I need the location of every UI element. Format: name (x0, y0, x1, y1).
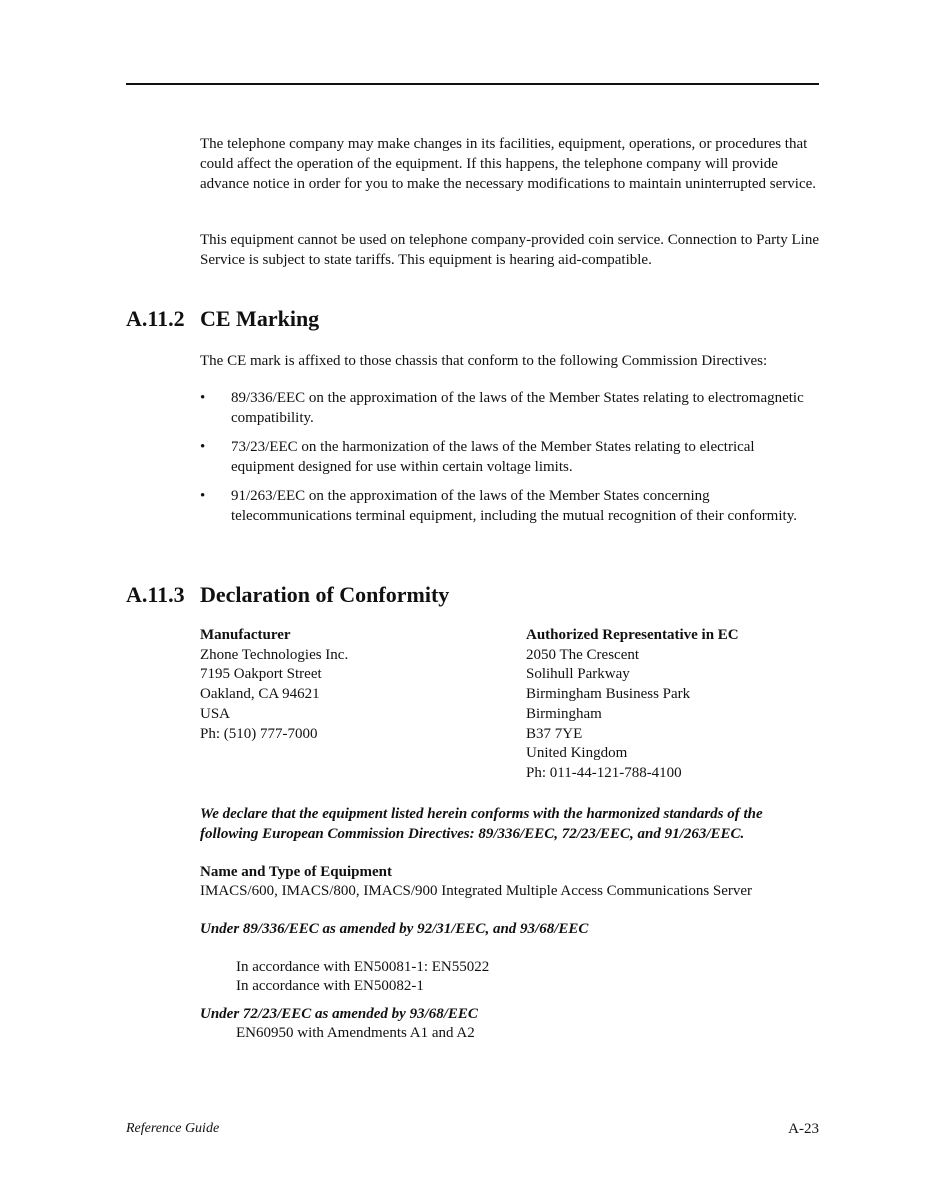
list-item: • 91/263/EEC on the approximation of the laws of the Member States concerning telecommunications terminal equipment, including the mutual recognition of their conformity. (200, 488, 797, 524)
section-number: A.11.3 (126, 582, 185, 607)
bullet-icon: • (200, 439, 206, 455)
address-line: Oakland, CA 94621 (200, 686, 320, 703)
directive-heading-lvd: Under 72/23/EEC as amended by 93/68/EEC (200, 1006, 478, 1022)
section-title: CE Marking (200, 306, 320, 331)
section-number: A.11.2 (126, 306, 185, 331)
header-rule (126, 83, 819, 85)
phone-line: Ph: 011-44-121-788-4100 (526, 764, 682, 781)
section-title: Declaration of Conformity (200, 582, 450, 607)
address-line: United Kingdom (526, 745, 628, 762)
declaration-statement: We declare that the equipment listed herein conforms with the harmonized standards of the following European Commission Directives: 89/336/EEC, 72/23/EEC, and 91/263/EEC. (200, 806, 763, 842)
ce-intro: The CE mark is affixed to those chassis that conform to the following Commission Directives: (200, 353, 768, 369)
page-number: A-23 (788, 1121, 819, 1137)
footer-guide-title: Reference Guide (126, 1121, 220, 1136)
address-line: Birmingham (526, 705, 602, 722)
address-line: Solihull Parkway (526, 666, 630, 683)
paragraph-coin-service: This equipment cannot be used on telephone company-provided coin service. Connection to Party Line Service is subject to state tariffs. This equipment is hearing aid-compatible. (200, 232, 819, 268)
bullet-icon: • (200, 390, 206, 406)
address-line: B37 7YE (526, 725, 583, 742)
address-line: USA (200, 705, 231, 722)
representative-heading: Authorized Representative in EC (526, 627, 739, 643)
standard-line: In accordance with EN50082-1 (236, 978, 424, 994)
directive-heading-emc: Under 89/336/EEC as amended by 92/31/EEC, and 93/68/EEC (200, 921, 589, 937)
equipment-heading: Name and Type of Equipment (200, 864, 392, 880)
equipment-value: IMACS/600, IMACS/800, IMACS/900 Integrated Multiple Access Communications Server (200, 883, 753, 899)
address-line: Zhone Technologies Inc. (200, 646, 349, 663)
standard-line: EN60950 with Amendments A1 and A2 (236, 1025, 475, 1041)
list-item: • 89/336/EEC on the approximation of the laws of the Member States relating to electromagnetic compatibility. (200, 390, 804, 426)
address-line: Birmingham Business Park (526, 686, 691, 703)
standard-line: In accordance with EN50081-1: EN55022 (236, 959, 490, 975)
list-item: • 73/23/EEC on the harmonization of the laws of the Member States relating to electrical equipment designed for use within certain voltage limits. (200, 439, 755, 475)
address-line: 7195 Oakport Street (200, 666, 322, 683)
address-line: 2050 The Crescent (526, 646, 640, 663)
paragraph-telephone-changes: The telephone company may make changes in its facilities, equipment, operations, or procedures that could affect the operation of the equipment. If this happens, the telephone company will provide advance notice in order for you to make the necessary modifications to maintain uninterrupted service. (200, 136, 817, 192)
manufacturer-heading: Manufacturer (200, 627, 291, 643)
section-heading-declaration (126, 581, 449, 609)
bullet-icon: • (200, 488, 206, 504)
section-heading-ce-marking (126, 305, 319, 333)
representative-block (526, 626, 739, 784)
manufacturer-block (200, 626, 348, 744)
phone-line: Ph: (510) 777-7000 (200, 725, 318, 742)
directive-list (200, 388, 820, 535)
